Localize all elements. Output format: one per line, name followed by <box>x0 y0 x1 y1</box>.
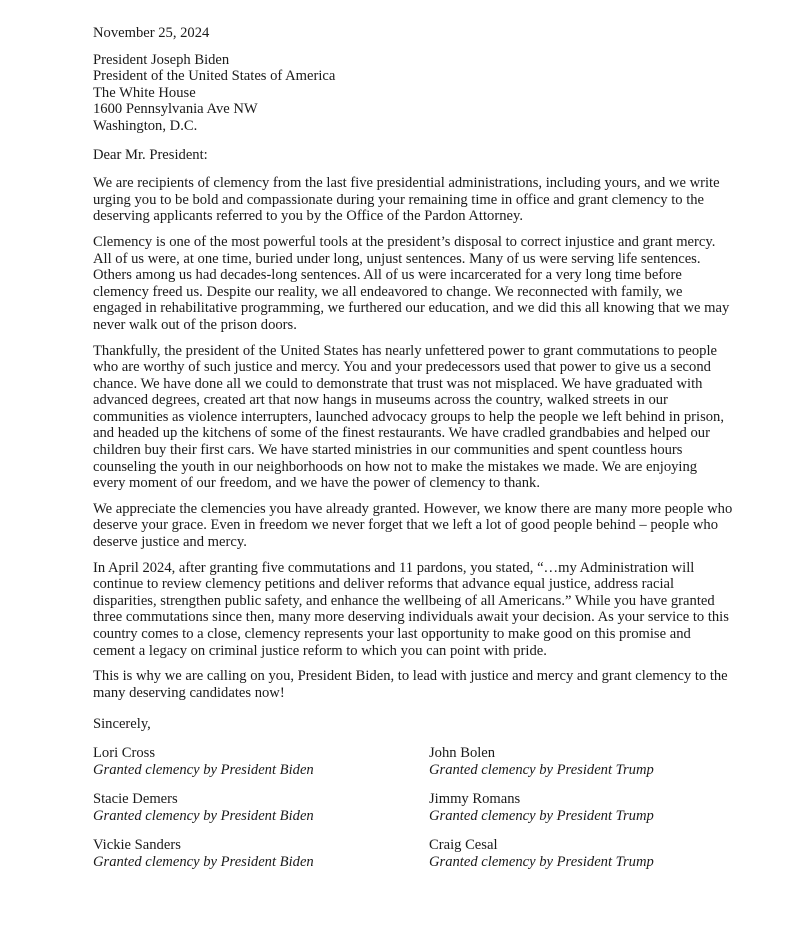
signatory-name: Jimmy Romans <box>429 791 521 808</box>
signatory-title: Granted clemency by President Biden <box>93 761 314 778</box>
signatory-title: Granted clemency by President Biden <box>93 807 314 824</box>
body-paragraph: We appreciate the clemencies you have already granted. However, we know there are many more people who deserve your grace. Even in freedom we never forget that we left a lot of good people behind – people who deserve justice and mercy. <box>93 500 733 551</box>
signatory <box>93 837 429 870</box>
signature-block <box>93 745 733 871</box>
signatory-name: Lori Cross <box>93 744 156 761</box>
body-paragraph: In April 2024, after granting five commutations and 11 pardons, you stated, “…my Administration will continue to review clemency petitions and deliver reforms that advance equal justice, address racial disparities, strengthen public safety, and enhance the wellbeing of all Americans.” While you have granted three commutations since then, many more deserving individuals await your decision. As your service to this country comes to a close, clemency represents your last opportunity to make good on this promise and cement a legacy on criminal justice reform to which you can point with pride. <box>93 559 729 659</box>
signatory-title: Granted clemency by President Trump <box>429 853 654 870</box>
signatory-name: Craig Cesal <box>429 837 498 854</box>
closing: Sincerely, <box>93 716 151 733</box>
address-line: The White House <box>93 84 196 101</box>
letter-body <box>93 175 733 701</box>
signatory-title: Granted clemency by President Trump <box>429 807 654 824</box>
signatory-title: Granted clemency by President Trump <box>429 761 654 778</box>
address-line: Washington, D.C. <box>93 117 198 134</box>
signatory <box>429 837 729 870</box>
address-line: 1600 Pennsylvania Ave NW <box>93 101 258 118</box>
signatory-title: Granted clemency by President Biden <box>93 853 314 870</box>
signatory-name: John Bolen <box>429 744 496 761</box>
signatory <box>93 791 429 824</box>
letter-date: November 25, 2024 <box>93 25 210 41</box>
body-paragraph: Thankfully, the president of the United States has nearly unfettered power to grant commutations to people who are worthy of such justice and mercy. You and your predecessors used that power to give us a second chance. We have done all we could to demonstrate that trust was not misplaced. We have graduated with advanced degrees, created art that now hangs in museums across the country, walked streets in our communities as violence interrupters, launched advocacy groups to help the people we left behind in prison, and headed up the kitchens of some of the finest restaurants. We have cradled grandbabies and helped our children buy their first cars. We have started ministries in our communities and spent countless hours counseling the youth in our neighborhoods on how not to make the mistakes we made. We are enjoying every moment of our freedom, and we have the power of clemency to thank. <box>93 342 724 492</box>
signatory <box>93 745 429 778</box>
salutation: Dear Mr. President: <box>93 146 208 163</box>
body-paragraph: This is why we are calling on you, President Biden, to lead with justice and mercy and grant clemency to the many deserving candidates now! <box>93 668 728 701</box>
address-line: President of the United States of America <box>93 68 336 85</box>
body-paragraph: We are recipients of clemency from the last five presidential administrations, including yours, and we write urging you to be bold and compassionate during your remaining time in office and grant clemency to the deserving applicants referred to you by the Office of the Pardon Attorney. <box>93 175 720 225</box>
address-line: President Joseph Biden <box>93 51 230 68</box>
recipient-address <box>93 52 733 135</box>
signatory-name: Stacie Demers <box>93 791 178 808</box>
signatory-name: Vickie Sanders <box>93 837 181 854</box>
signatory <box>429 791 729 824</box>
letter-page <box>93 25 733 871</box>
body-paragraph: Clemency is one of the most powerful tools at the president’s disposal to correct injustice and grant mercy. All of us were, at one time, buried under long, unjust sentences. Many of us were serving life sentences. Others among us had decades-long sentences. All of us were incarcerated for a very long time before clemency freed us. Despite our reality, we all endeavored to change. We reconnected with family, we engaged in rehabilitative programming, we furthered our education, and we did this all knowing that we may never walk out of the prison doors. <box>93 233 730 333</box>
signatory <box>429 745 729 778</box>
